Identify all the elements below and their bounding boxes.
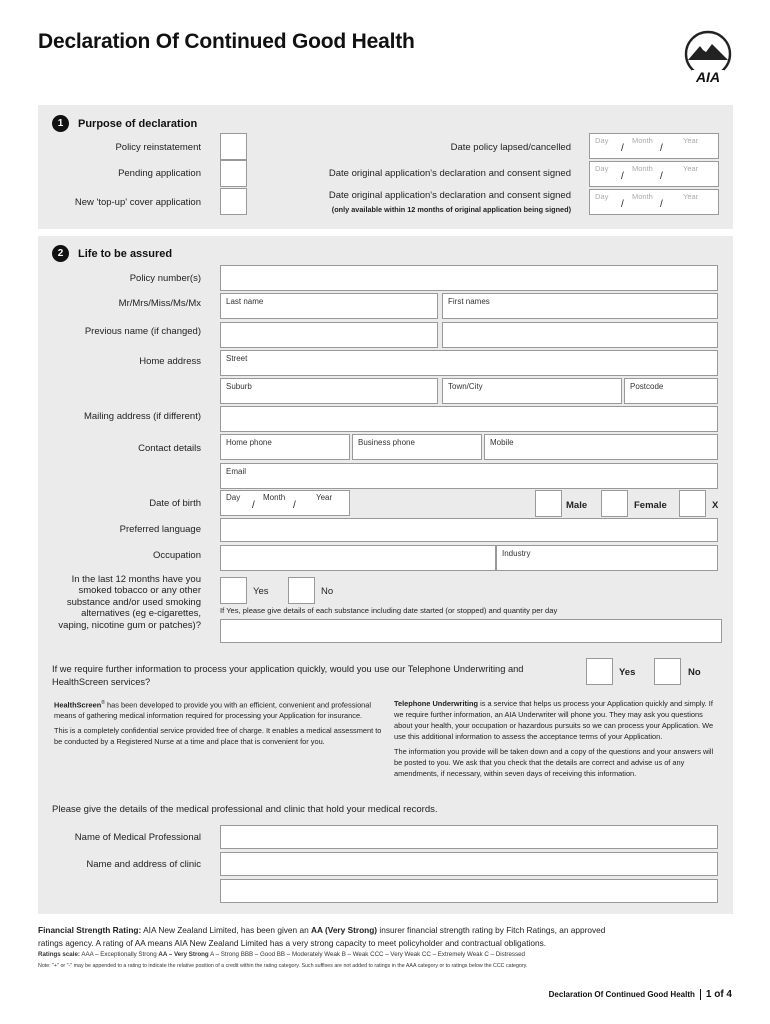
ratings-note: Note: "+" or "-" may be appended to a rating to indicate the relative position of a credit within the rating category. Such suffixes are not added to ratings in the AAA category or to ratings below the CCC category. [38, 963, 528, 969]
town-city-caption: Town/City [448, 382, 483, 391]
smoker-no-label: No [321, 586, 334, 597]
healthscreen-text-1: has been developed to provide you with an efficient, convenient and professional means of gathering medical information required for processing your Application for insurance. [54, 700, 372, 721]
contact-details-label: Contact details [138, 443, 201, 454]
female-checkbox[interactable] [601, 490, 628, 517]
mobile-caption: Mobile [490, 438, 514, 447]
suburb-input[interactable] [220, 378, 438, 404]
male-label: Male [566, 500, 588, 511]
policy-reinstatement-checkbox[interactable] [220, 133, 247, 160]
smoker-yes-checkbox[interactable] [220, 577, 247, 604]
ratings-scale [38, 951, 525, 958]
healthscreen-paragraph [54, 698, 382, 721]
first-names-input[interactable] [442, 293, 718, 319]
page-number: 1 [705, 989, 712, 1000]
ratings-scale-rest: A – Strong BBB – Good BB – Moderately Weak B – Weak CCC – Very Weak CC – Extremely Weak C – Distressed [208, 951, 525, 958]
clinic-input-1[interactable] [220, 852, 718, 876]
tu-paragraph [394, 698, 718, 742]
tele-question-line: HealthScreen services? [52, 677, 151, 687]
tu-info [394, 698, 718, 779]
page-title: Declaration Of Continued Good Health [38, 30, 415, 53]
medical-name-input[interactable] [220, 825, 718, 849]
smoker-question-line: vaping, nicotine gum or patches)? [58, 619, 201, 631]
year-caption: Year [683, 136, 699, 145]
top-up-label: New 'top-up' cover application [74, 197, 201, 208]
smoker-question-line: smoked tobacco or any other [78, 585, 201, 597]
policy-numbers-label: Policy number(s) [129, 273, 201, 284]
month-caption: Month [632, 192, 653, 201]
male-checkbox[interactable] [535, 490, 562, 517]
preferred-language-input[interactable] [220, 518, 718, 542]
page-footer [549, 989, 732, 1000]
section-1-number: 1 [52, 115, 69, 132]
medical-intro: Please give the details of the medical professional and clinic that hold your medical records. [52, 804, 438, 815]
day-caption: Day [595, 136, 609, 145]
policy-reinstatement-label: Policy reinstatement [115, 142, 201, 153]
female-label: Female [634, 500, 667, 511]
date-declaration-2-label: Date original application's declaration and consent signed [328, 190, 571, 201]
suburb-caption: Suburb [226, 382, 252, 391]
occupation-label: Occupation [152, 550, 201, 561]
top-up-checkbox[interactable] [220, 188, 247, 215]
postcode-caption: Postcode [630, 382, 664, 391]
smoker-question [58, 574, 201, 631]
date-separator: / [660, 143, 663, 154]
date-lapsed-label: Date policy lapsed/cancelled [450, 142, 571, 153]
tele-question [52, 663, 523, 689]
business-phone-caption: Business phone [358, 438, 415, 447]
month-caption: Month [632, 136, 653, 145]
healthscreen-info [54, 698, 382, 747]
policy-numbers-input[interactable] [220, 265, 718, 291]
year-caption: Year [316, 493, 333, 502]
preferred-language-label: Preferred language [119, 524, 201, 535]
day-caption: Day [595, 164, 609, 173]
fsr-rating: AA (Very Strong) [311, 925, 378, 935]
tele-no-label: No [688, 667, 701, 678]
smoker-details-input[interactable] [220, 619, 722, 643]
page-indicator [706, 989, 732, 1000]
title-label: Mr/Mrs/Miss/Ms/Mx [118, 298, 201, 309]
previous-last-name-input[interactable] [220, 322, 438, 348]
town-city-input[interactable] [442, 378, 622, 404]
aia-logo [678, 30, 738, 86]
section-1-heading [52, 115, 197, 132]
postcode-input[interactable] [624, 378, 718, 404]
tele-yes-checkbox[interactable] [586, 658, 613, 685]
clinic-label: Name and address of clinic [86, 859, 201, 870]
day-caption: Day [226, 493, 241, 502]
business-phone-input[interactable] [352, 434, 482, 460]
healthscreen-name: HealthScreen [54, 700, 102, 710]
mailing-address-label: Mailing address (if different) [83, 411, 201, 422]
date-declaration-2-input[interactable] [589, 189, 719, 215]
first-names-caption: First names [448, 297, 490, 306]
street-input[interactable] [220, 350, 718, 376]
month-caption: Month [263, 493, 286, 502]
last-name-caption: Last name [226, 297, 264, 306]
industry-input[interactable] [496, 545, 718, 571]
fsr-line-2: ratings agency. A rating of AA means AIA New Zealand Limited has a very strong capacity to meet policyholder and contractual obligations. [38, 937, 547, 948]
section-1-title: Purpose of declaration [78, 117, 198, 130]
street-caption: Street [226, 354, 248, 363]
previous-name-label: Previous name (if changed) [84, 326, 201, 337]
date-separator: / [621, 199, 624, 210]
last-name-input[interactable] [220, 293, 438, 319]
fsr-text-2: insurer financial strength rating by Fitch Ratings, an approved [377, 925, 606, 935]
section-2-heading [52, 245, 172, 262]
smoker-details-label: If Yes, please give details of each substance including date started (or stopped) and quantity per day [220, 606, 558, 615]
tele-question-line: If we require further information to process your application quickly, would you use our Telephone Underwriting and [52, 664, 524, 674]
footer-divider [700, 989, 701, 1000]
x-label: X [712, 500, 719, 511]
ratings-scale-label: Ratings scale: [38, 951, 80, 958]
date-separator: / [621, 143, 624, 154]
x-checkbox[interactable] [679, 490, 706, 517]
email-caption: Email [226, 467, 247, 476]
occupation-input[interactable] [220, 545, 496, 571]
section-2-number: 2 [52, 245, 69, 262]
section-2-title: Life to be assured [78, 247, 173, 260]
ratings-scale-aa: AA – Very Strong [158, 951, 209, 958]
tu-name: Telephone Underwriting [394, 699, 479, 708]
previous-first-names-input[interactable] [442, 322, 718, 348]
tu-text-1: is a service that helps us process your Application quickly and simply. If we require further information, an AIA Underwriter will phone you. They may ask you questions about your health, your occupation or hazardous pursuits so we can process your Application. We use this additional information to assess the acceptance terms of your Application. [394, 699, 714, 741]
date-declaration-input[interactable] [589, 161, 719, 187]
email-input[interactable] [220, 463, 718, 489]
pending-application-label: Pending application [118, 168, 201, 179]
tu-text-2: The information you provide will be taken down and a copy of the questions and your answers will be posted to you. We ask that you check that the details are correct and advise us of any amendments, if necessary, within seven days of receiving this information. [394, 747, 714, 778]
month-caption: Month [632, 164, 653, 173]
smoker-no-checkbox[interactable] [288, 577, 315, 604]
year-caption: Year [683, 164, 699, 173]
tele-yes-label: Yes [619, 667, 636, 678]
smoker-question-line: alternatives (eg e-cigarettes, [81, 608, 201, 620]
fsr-label: Financial Strength Rating: [38, 925, 142, 935]
home-address-label: Home address [139, 356, 201, 367]
day-caption: Day [595, 192, 609, 201]
fsr-text [38, 924, 605, 949]
smoker-question-line: In the last 12 months have you [71, 574, 201, 585]
date-separator: / [660, 171, 663, 182]
date-lapsed-input[interactable] [589, 133, 719, 159]
clinic-input-2[interactable] [220, 879, 718, 903]
fsr-text-1: AIA New Zealand Limited, has been given an [141, 925, 311, 935]
footer-doc-name: Declaration Of Continued Good Health [548, 990, 695, 999]
logo-text: AIA [695, 69, 721, 85]
date-separator: / [621, 171, 624, 182]
dob-label: Date of birth [149, 498, 201, 509]
healthscreen-text-2: This is a completely confidential service provided free of charge. It enables a medical assessment to be conducted by a Registered Nurse at a time and place that is convenient for you. [54, 726, 382, 747]
medical-name-label: Name of Medical Professional [74, 832, 201, 843]
home-phone-caption: Home phone [226, 438, 272, 447]
mailing-address-input[interactable] [220, 406, 718, 432]
page-total: of 4 [714, 989, 732, 1000]
date-declaration-label: Date original application's declaration and consent signed [328, 168, 571, 179]
date-separator: / [660, 199, 663, 210]
mobile-input[interactable] [484, 434, 718, 460]
home-phone-input[interactable] [220, 434, 350, 460]
tele-no-checkbox[interactable] [654, 658, 681, 685]
date-separator: / [252, 500, 255, 511]
pending-application-checkbox[interactable] [220, 160, 247, 187]
top-up-note: (only available within 12 months of original application being signed) [331, 205, 571, 214]
smoker-question-line: substance and/or used smoking [66, 596, 201, 608]
smoker-yes-label: Yes [253, 586, 269, 597]
industry-caption: Industry [502, 549, 531, 558]
fsr-line-1 [38, 924, 605, 937]
ratings-scale-a: AAA – Exceptionally Strong [79, 951, 159, 958]
date-separator: / [293, 500, 296, 511]
healthscreen-tm: ® [101, 700, 105, 706]
year-caption: Year [683, 192, 699, 201]
dob-input[interactable] [220, 490, 350, 516]
